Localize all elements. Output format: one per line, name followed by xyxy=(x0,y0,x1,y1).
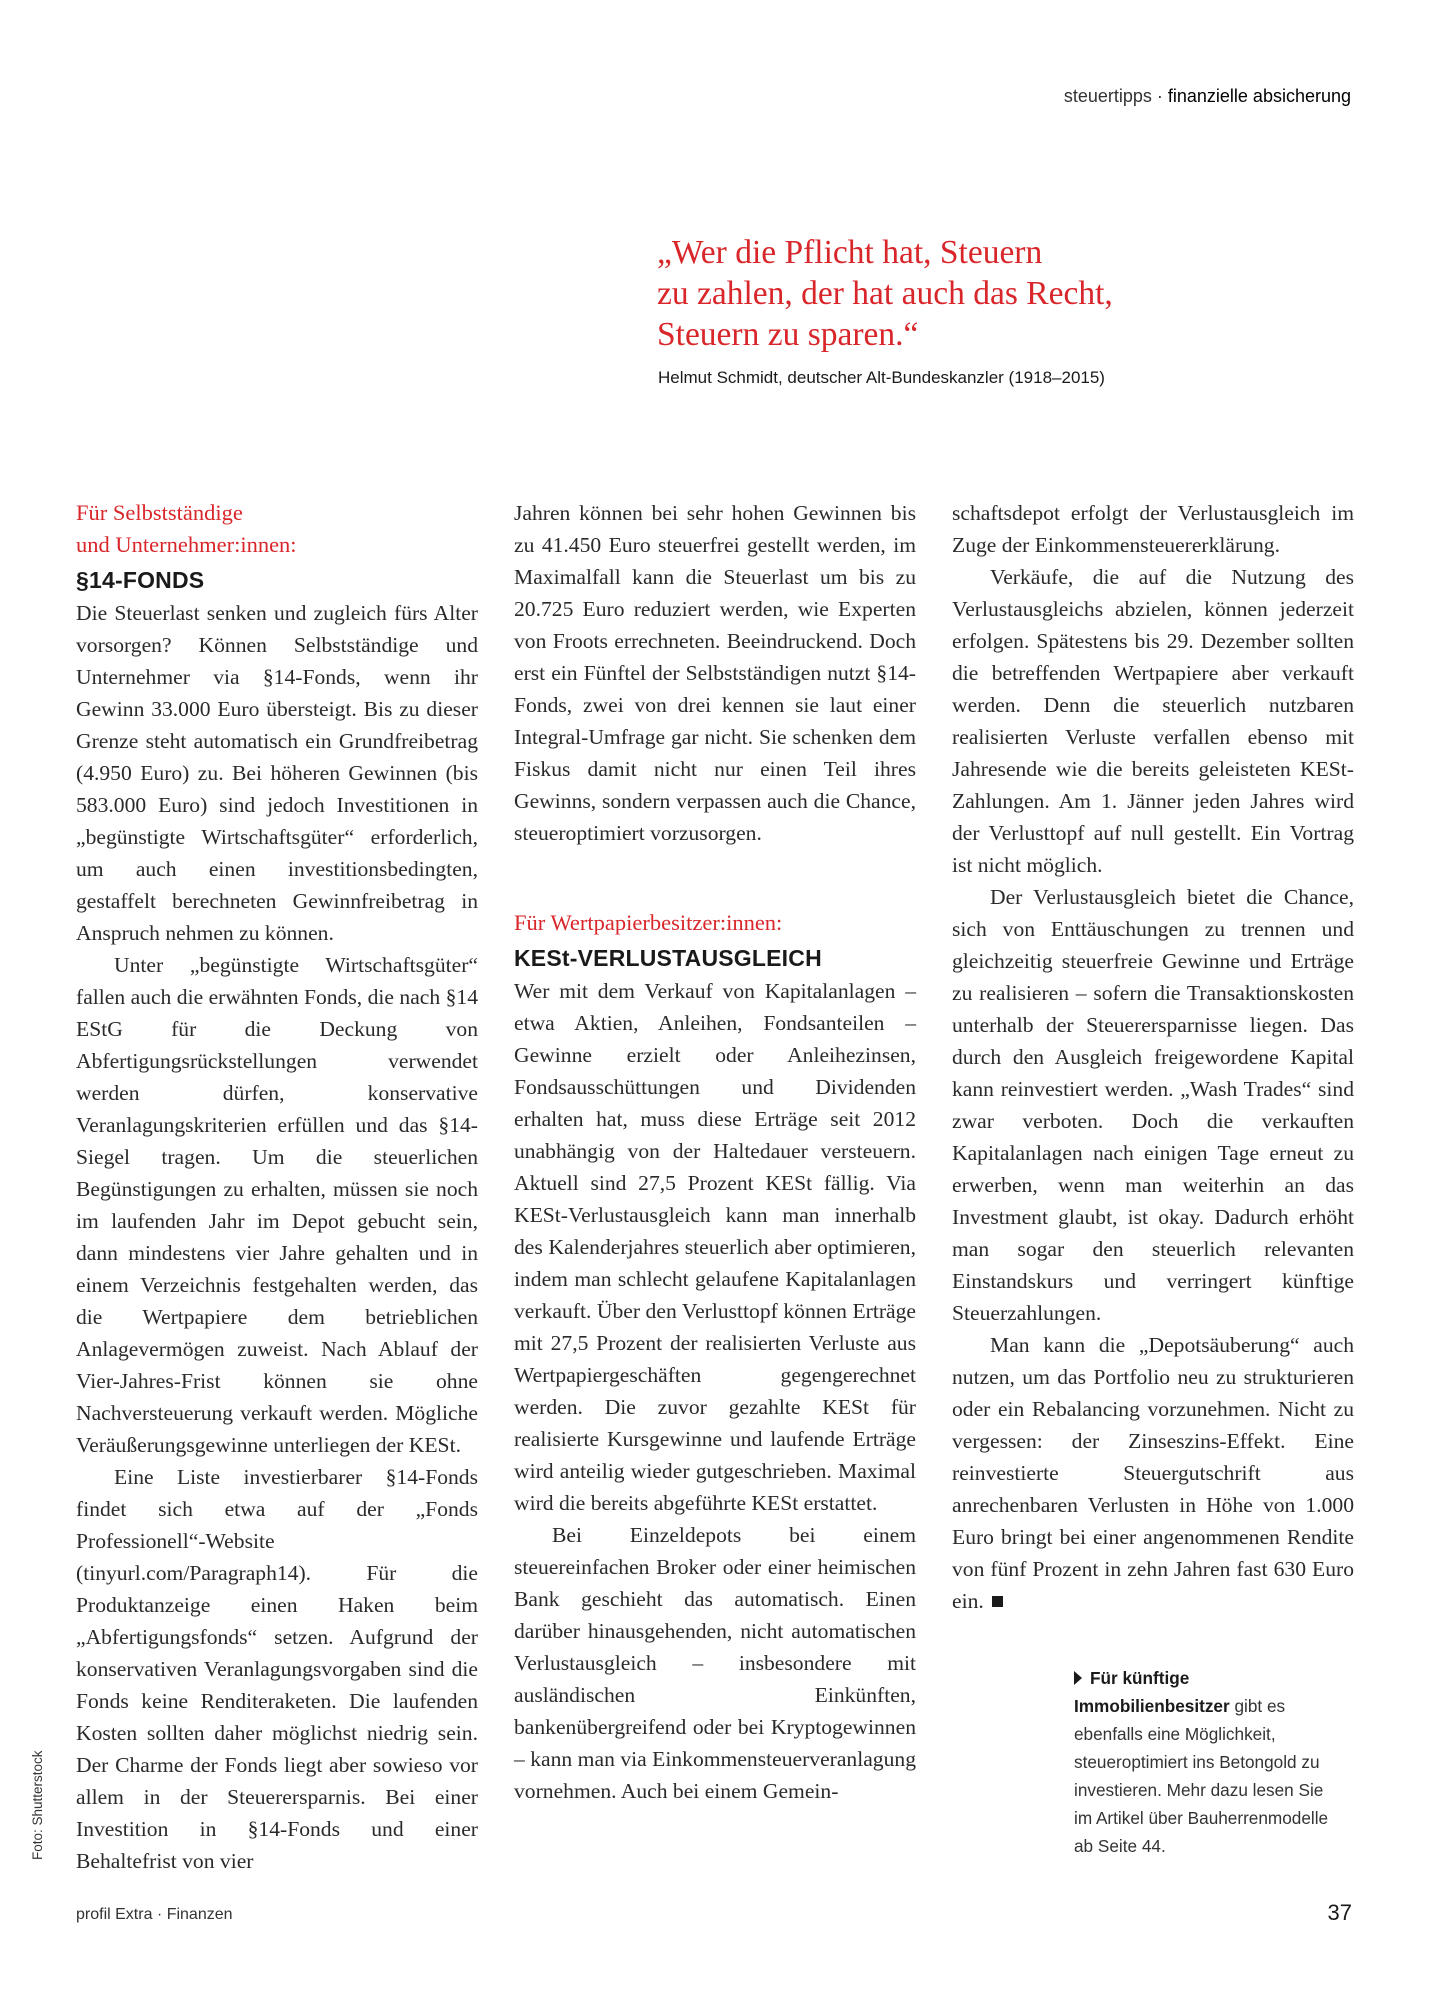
footer-publication: profil Extra · Finanzen xyxy=(76,1906,233,1923)
sidebar-bold-lead: Für künftige Immobilienbesitzer xyxy=(1074,1668,1230,1716)
article1-kicker xyxy=(76,497,478,561)
running-head-section: steuertipps xyxy=(1063,86,1152,106)
sidebar-text xyxy=(1074,1664,1344,1860)
article1-headline: §14-FONDS xyxy=(76,567,205,593)
arrow-right-icon xyxy=(1074,1671,1082,1685)
article1-paragraph: Die Steuerlast senken und zugleich fürs Alter vorsorgen? Können Selbstständige und Unternehmer via §14-Fonds, wenn ihr Gewinn 33.000 Euro übersteigt. Bis zu dieser Grenze steht automatisch ein Grundfreibetrag (4.950 Euro) zu. Bei höheren Gewinnen (bis 583.000 Euro) sind jedoch Investitionen in „begünstigte Wirtschaftsgüter“ erforderlich, um auch einen investitionsbedingten, gestaffelt berechneten Gewinnfreibetrag in Anspruch nehmen zu können. xyxy=(76,601,478,945)
article1-paragraph-continued: Jahren können bei sehr hohen Gewinnen bis zu 41.450 Euro steuerfrei gestellt werden, im Maximalfall kann die Steuerlast um bis zu 20.725 Euro reduziert werden, wie Experten von Froots errechneten. Beeindruckend. Doch erst ein Fünftel der Selbstständigen nutzt §14-Fonds, zwei von drei kennen sie laut einer Integral-Umfrage gar nicht. Sie schenken dem Fiskus damit nicht nur einen Teil ihres Gewinns, sondern verpassen auch die Chance, steueroptimiert vorzusorgen. xyxy=(514,501,916,845)
column-1 xyxy=(76,497,478,1877)
photo-credit: Foto: Shutterstock xyxy=(30,1750,45,1860)
article2-paragraph: Bei Einzeldepots bei einem steuereinfachen Broker oder einer heimischen Bank geschieht das automatisch. Einen darüber hinausgehenden, nicht automatischen Verlustausgleich – insbesondere mit ausländischen Einkünften, bankenübergreifend oder bei Kryptogewinnen – kann man via Einkommensteuerveranlagung vornehmen. Auch bei einem Gemein- xyxy=(514,1523,916,1803)
article2-paragraph: Verkäufe, die auf die Nutzung des Verlustausgleichs abzielen, können jederzeit erfolgen. Spätestens bis 29. Dezember sollten die betreffenden Wertpapiere aber verkauft werden. Denn die steuerlich nutzbaren realisierten Verluste verfallen ebenso mit Jahresende wie die bereits geleisteten KESt-Zahlungen. Am 1. Jänner jeden Jahres wird der Verlusttopf auf null gestellt. Ein Vortrag ist nicht möglich. xyxy=(952,565,1354,877)
sidebar-body: gibt es ebenfalls eine Möglichkeit, steueroptimiert ins Betongold zu investieren. Mehr dazu lesen Sie im Artikel über Bauherrenmodelle ab Seite 44. xyxy=(1074,1696,1329,1856)
running-head-separator: · xyxy=(1151,86,1168,106)
article2-kicker: Für Wertpapierbesitzer:innen: xyxy=(514,910,783,935)
column-3 xyxy=(952,497,1354,1617)
kicker-line: Für Selbstständige xyxy=(76,500,243,525)
article2-paragraph: Wer mit dem Verkauf von Kapitalanlagen – etwa Aktien, Anleihen, Fondsanteilen – Gewinne erzielt oder Anleihezinsen, Fondsausschüttungen und Dividenden erhalten hat, muss diese Erträge seit 2012 unabhängig von der Haltedauer versteuern. Aktuell sind 27,5 Prozent KESt fällig. Via KESt-Verlustausgleich kann man innerhalb des Kalenderjahres steuerlich aber optimieren, indem man schlecht gelaufene Kapitalanlagen verkauft. Über den Verlusttopf können Erträge mit 27,5 Prozent der realisierten Verluste aus Wertpapiergeschäften gegengerechnet werden. Die zuvor gezahlte KESt für realisierte Kursgewinne und laufende Erträge wird anteilig wieder gutgeschrieben. Maximal wird die bereits abgeführte KESt erstattet. xyxy=(514,979,916,1515)
article2-paragraph xyxy=(952,1329,1354,1617)
sidebar-teaser xyxy=(1074,1664,1344,1860)
column-2 xyxy=(514,497,916,1807)
article2 xyxy=(514,907,916,1807)
quote-line: Steuern zu sparen.“ xyxy=(657,316,919,353)
article2-closing-text: Man kann die „Depotsäuberung“ auch nutzen, um das Portfolio neu zu strukturieren oder ein Rebalancing vorzunehmen. Nicht zu vergessen: der Zinseszins-Effekt. Eine reinvestierte Steuergutschrift aus anrechenbaren Verlusten in Höhe von 1.000 Euro bringt bei einer angenommenen Rendite von fünf Prozent in zehn Jahren fast 630 Euro ein. xyxy=(952,1333,1354,1613)
quote-line: zu zahlen, der hat auch das Recht, xyxy=(657,275,1113,312)
article2-headline: KESt-VERLUSTAUSGLEICH xyxy=(514,945,822,971)
quote-line: „Wer die Pflicht hat, Steuern xyxy=(657,234,1043,271)
page-number: 37 xyxy=(1327,1900,1352,1925)
pull-quote xyxy=(657,232,1417,355)
end-mark-icon xyxy=(992,1596,1003,1607)
article1-paragraph: Unter „begünstigte Wirtschaftsgüter“ fallen auch die erwähnten Fonds, die nach §14 EStG für die Deckung von Abfertigungsrückstellungen verwendet werden dürfen, konservative Veranlagungskriterien erfüllen und das §14-Siegel tragen. Um die steuerlichen Begünstigungen zu erhalten, müssen sie noch im laufenden Jahr im Depot gebucht sein, dann mindestens vier Jahre gehalten und in einem Verzeichnis festgehalten werden, das die Wertpapiere dem betrieblichen Anlagevermögen zuweist. Nach Ablauf der Vier-Jahres-Frist können sie ohne Nachversteuerung verkauft werden. Mögliche Veräußerungsgewinne unterliegen der KESt. xyxy=(76,953,478,1457)
article2-paragraph: Der Verlustausgleich bietet die Chance, sich von Enttäuschungen zu trennen und gleichzeitig steuerfreie Gewinne und Erträge zu realisieren – sofern die Transaktionskosten unterhalb der Steuerersparnisse liegen. Das durch den Ausgleich freigewordene Kapital kann reinvestiert werden. „Wash Trades“ sind zwar verboten. Doch die verkauften Kapitalanlagen nach einigen Tage erneut zu erwerben, wenn man weiterhin an das Investment glaubt, ist okay. Dadurch erhöht man sogar den steuerlich relevanten Einstandskurs und verringert künftige Steuerzahlungen. xyxy=(952,885,1354,1325)
running-head xyxy=(1064,86,1351,107)
quote-attribution: Helmut Schmidt, deutscher Alt-Bundeskanzler (1918–2015) xyxy=(658,368,1105,387)
article2-paragraph-continued: schaftsdepot erfolgt der Verlustausgleich im Zuge der Einkommensteuererklärung. xyxy=(952,501,1354,557)
article1-paragraph: Eine Liste investierbarer §14-Fonds findet sich etwa auf der „Fonds Professionell“-Website (tinyurl.com/Paragraph14). Für die Produktanzeige einen Haken beim „Abfertigungsfonds“ setzen. Aufgrund der konservativen Veranlagungsvorgaben sind die Fonds keine Renditeraketen. Die laufenden Kosten sollten daher möglichst niedrig sein. Der Charme der Fonds liegt aber sowieso vor allem in der Steuerersparnis. Bei einer Investition in §14-Fonds und einer Behaltefrist von vier xyxy=(76,1465,478,1873)
kicker-line: und Unternehmer:innen: xyxy=(76,532,297,557)
running-head-subsection: finanzielle absicherung xyxy=(1167,86,1351,106)
